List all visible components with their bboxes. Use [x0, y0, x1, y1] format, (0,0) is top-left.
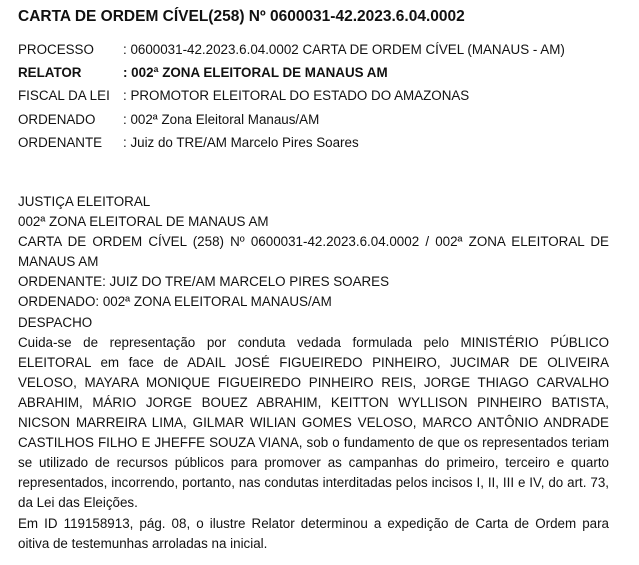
- dispatch-paragraph: [18, 514, 609, 554]
- metadata-row-ordenado: [18, 108, 565, 131]
- paragraph-line: se utilizado de recursos públicos para promover as campanhas do primeiro, terceiro e quarto: [18, 455, 609, 471]
- metadata-row-relator: [18, 61, 565, 84]
- document-title: CARTA DE ORDEM CÍVEL(258) Nº 0600031-42.2023.6.04.0002: [18, 8, 465, 25]
- metadata-value: : Juiz do TRE/AM Marcelo Pires Soares: [123, 134, 359, 150]
- ordenado-line: ORDENADO: 002ª ZONA ELEITORAL MANAUS/AM: [18, 294, 332, 310]
- electoral-zone: 002ª ZONA ELEITORAL DE MANAUS AM: [18, 214, 269, 230]
- paragraph-line: representados, incorrendo, portanto, nas condutas interditadas pelos incisos I, II, III e IV, do art. 73,: [18, 475, 609, 491]
- metadata-value: : 002ª ZONA ELEITORAL DE MANAUS AM: [123, 65, 388, 81]
- paragraph-line: VELOSO, MAYARA MONIQUE FIGUEIREDO PINHEIRO REIS, JORGE THIAGO CARVALHO: [18, 374, 609, 390]
- case-reference-line: MANAUS AM: [18, 254, 99, 270]
- dispatch-paragraph: [18, 333, 609, 514]
- paragraph-line: Cuida-se de representação por conduta vedada formulada pelo MINISTÉRIO PÚBLICO: [18, 334, 609, 350]
- paragraph-line: CASTILHOS FILHO E JHEFFE SOUZA VIANA, sob o fundamento de que os representados teriam: [18, 435, 609, 451]
- metadata-label: RELATOR: [18, 65, 82, 81]
- paragraph-line: ABRAHIM, MÁRIO JORGE BOUEZ ABRAHIM, KEITTON WYLLISON PINHEIRO BATISTA,: [18, 394, 609, 410]
- paragraph-line: ELEITORAL em face de ADAIL JOSÉ FIGUEIREDO PINHEIRO, JUCIMAR DE OLIVEIRA: [18, 354, 609, 370]
- paragraph-line: oitiva de testemunhas arroladas na inicial.: [18, 535, 268, 551]
- metadata-label: ORDENANTE: [18, 134, 103, 150]
- metadata-row-processo: [18, 38, 565, 61]
- metadata-label: PROCESSO: [18, 42, 94, 57]
- paragraph-line: NICSON MARREIRA LIMA, GILMAR WILIAN GOMES VELOSO, MARCO ANTÔNIO ANDRADE: [18, 415, 609, 431]
- case-reference-line: CARTA DE ORDEM CÍVEL (258) Nº 0600031-42.2023.6.04.0002 / 002ª ZONA ELEITORAL DE: [18, 234, 609, 250]
- metadata-label: ORDENADO: [18, 111, 96, 127]
- metadata-label: FISCAL DA LEI: [18, 88, 110, 104]
- metadata-value: : 0600031-42.2023.6.04.0002 CARTA DE ORDEM CÍVEL (MANAUS - AM): [123, 42, 565, 57]
- metadata-row-ordenante: [18, 131, 565, 154]
- metadata-row-fiscal-da-lei: [18, 84, 565, 107]
- metadata-value: : 002ª Zona Eleitoral Manaus/AM: [123, 111, 320, 127]
- court-name: JUSTIÇA ELEITORAL: [18, 194, 151, 209]
- section-heading: DESPACHO: [18, 314, 93, 330]
- case-metadata: [18, 38, 565, 154]
- paragraph-line: da Lei das Eleições.: [18, 495, 138, 511]
- paragraph-line: Em ID 119158913, pág. 08, o ilustre Relator determinou a expedição de Carta de Ordem para: [18, 515, 609, 531]
- ordenante-line: ORDENANTE: JUIZ DO TRE/AM MARCELO PIRES SOARES: [18, 274, 390, 290]
- document-body: [18, 192, 609, 554]
- metadata-value: : PROMOTOR ELEITORAL DO ESTADO DO AMAZONAS: [123, 88, 470, 104]
